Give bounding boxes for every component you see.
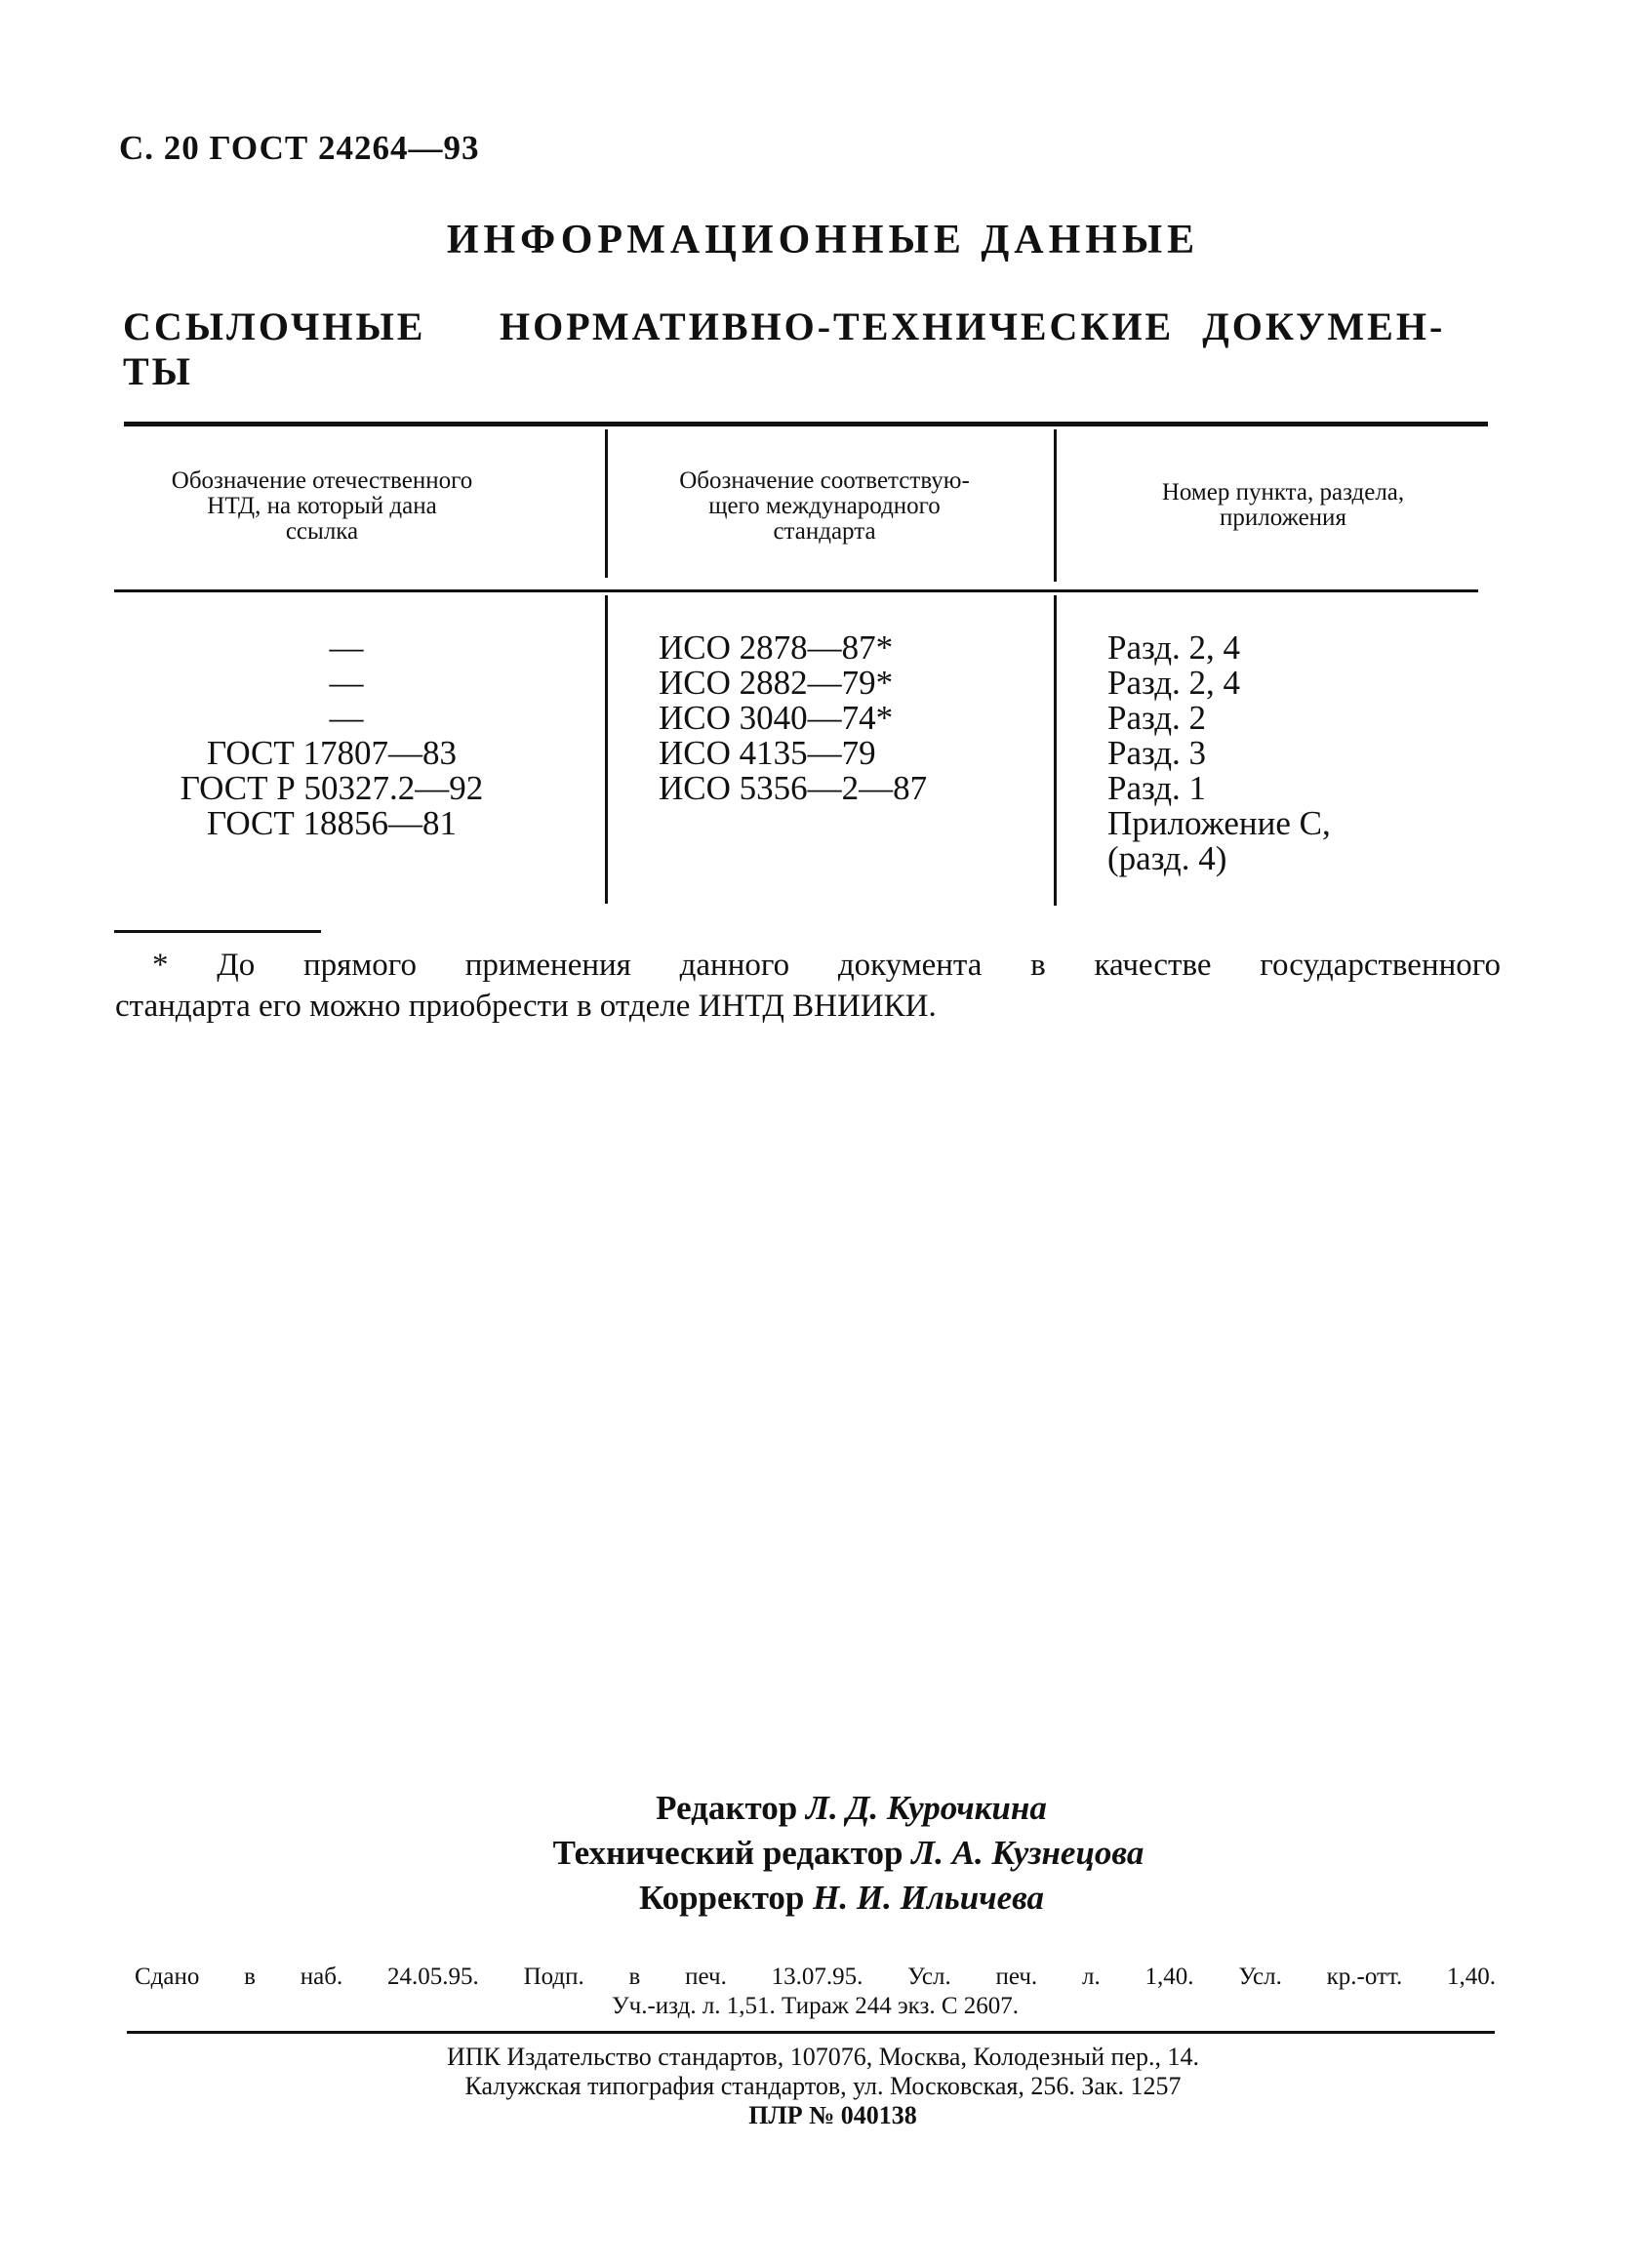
table-cell: ГОСТ 17807—83 [206, 734, 458, 772]
footnote [115, 945, 1501, 1027]
table-cell: ИСО 2882—79* [659, 664, 894, 702]
table-header-national-doc: Обозначение отечественного НТД, на который дана ссылка [171, 467, 473, 545]
table-cell: Разд. 2 [1107, 699, 1207, 737]
table-cell: — [329, 664, 364, 702]
imprint-row-1: Сдано в наб. 24.05.95. Подп. в печ. 13.07.95. Усл. печ. л. 1,40. Усл. кр.-отт. 1,40. [135, 1964, 1497, 1990]
table-cell: (разд. 4) [1107, 839, 1227, 877]
table-cell: Приложение С, [1107, 804, 1331, 842]
table-header-rule [114, 589, 1478, 592]
table-cell: ИСО 2878—87* [659, 628, 894, 667]
table-cell: Разд. 1 [1107, 769, 1207, 807]
footnote-rule [114, 930, 321, 933]
credit-tech-editor: Технический редактор Л. А. Кузнецова [552, 1834, 1144, 1872]
footnote-line-1: * До прямого применения данного документа в качестве государственного [152, 948, 1501, 983]
table-top-rule [124, 422, 1488, 426]
table-column-divider-1-body [605, 595, 608, 904]
table-column-section-number [1107, 630, 1498, 876]
credits-block [0, 1786, 1646, 1921]
subtitle-word-3: ТЫ [123, 349, 193, 393]
credit-editor: Редактор Л. Д. Курочкина [656, 1789, 1047, 1827]
table-cell: ИСО 4135—79 [659, 734, 876, 772]
footnote-line-2: стандарта его можно приобрести в отделе ИНТД ВНИИКИ. [115, 989, 937, 1024]
table-cell: ГОСТ 18856—81 [206, 804, 458, 842]
subtitle-word-2: НОРМАТИВНО-ТЕХНИЧЕСКИЕ ДОКУМЕН- [500, 304, 1446, 348]
subtitle-word-1: ССЫЛОЧНЫЕ [123, 304, 426, 348]
table-column-divider-1 [605, 429, 608, 578]
table-cell: — [329, 699, 364, 737]
credit-corrector: Корректор Н. И. Ильичева [638, 1879, 1045, 1917]
publisher-line-3: ПЛР № 040138 [748, 2101, 917, 2129]
publisher-line-1: ИПК Издательство стандартов, 107076, Москва, Колодезный пер., 14. [447, 2043, 1199, 2071]
publisher-line-2: Калужская типография стандартов, ул. Московская, 256. Зак. 1257 [464, 2072, 1182, 2100]
table-column-international-standard [659, 630, 1029, 806]
table-column-national-doc [127, 630, 537, 841]
table-header-international-standard: Обозначение соответствую- щего международного стандарта [679, 467, 970, 545]
imprint [135, 1963, 1496, 2021]
table-column-divider-2-body [1054, 595, 1057, 906]
table-cell: Разд. 2, 4 [1107, 628, 1241, 667]
table-cell: Разд. 3 [1107, 734, 1207, 772]
page-header: С. 20 ГОСТ 24264—93 [119, 129, 480, 167]
table-column-divider-2 [1054, 429, 1057, 582]
publisher-info [0, 2043, 1646, 2130]
table-cell: ИСО 3040—74* [659, 699, 894, 737]
table-cell: Разд. 2, 4 [1107, 664, 1241, 702]
table-header-section-number: Номер пункта, раздела, приложения [1161, 479, 1405, 531]
table-cell: — [329, 628, 364, 667]
table-cell: ГОСТ Р 50327.2—92 [180, 769, 484, 807]
page-title: ИНФОРМАЦИОННЫЕ ДАННЫЕ [446, 218, 1200, 263]
imprint-rule [127, 2031, 1495, 2034]
imprint-row-2: Уч.-изд. л. 1,51. Тираж 244 экз. С 2607. [611, 1993, 1020, 2019]
table-cell: ИСО 5356—2—87 [659, 769, 928, 807]
